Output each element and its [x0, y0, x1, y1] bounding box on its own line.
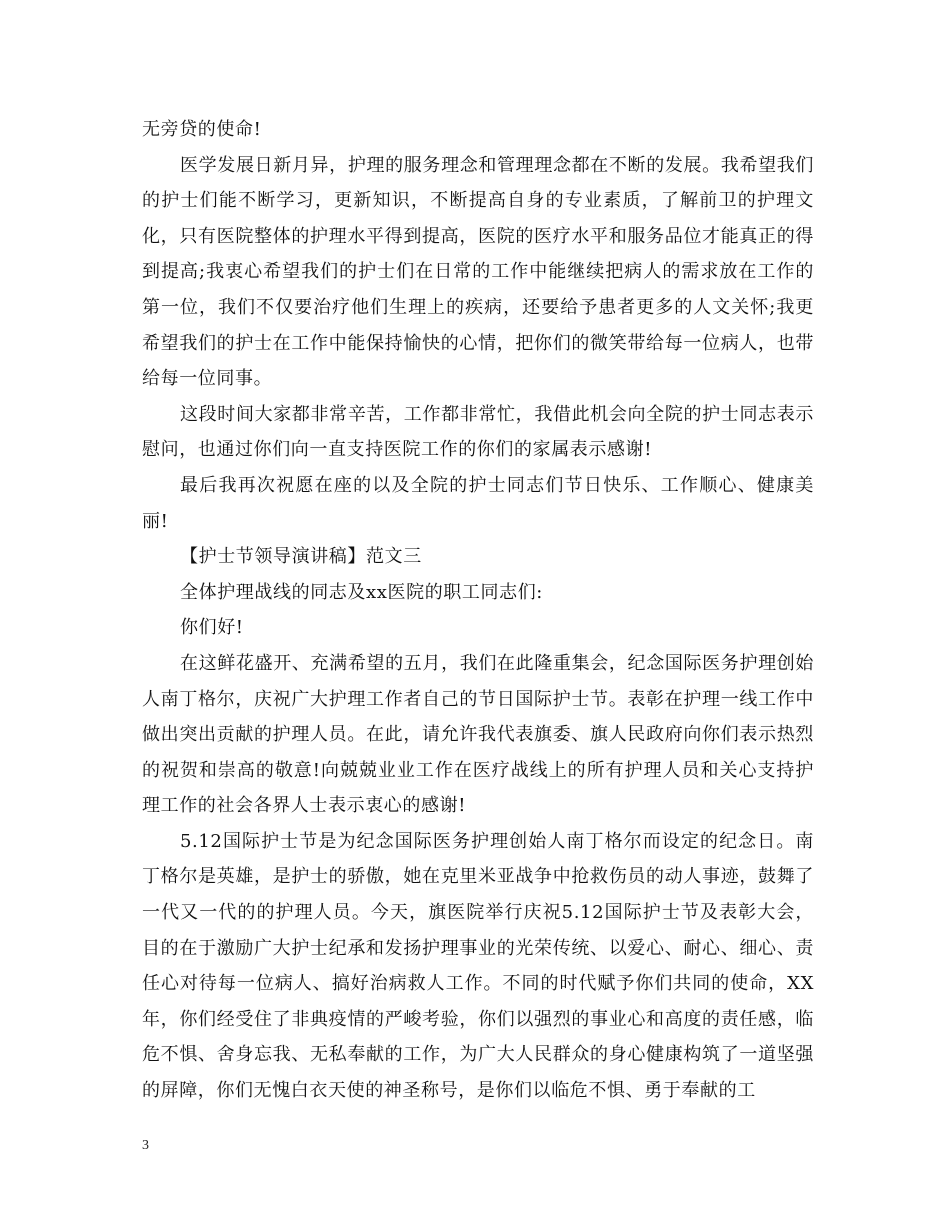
- section-heading: 【护士节领导演讲稿】范文三: [180, 546, 422, 568]
- paragraph: 这段时间大家都非常辛苦，工作都非常忙，我借此机会向全院的护士同志表示慰问，也通过你们向一直支持医院工作的你们的家属表示感谢!: [142, 403, 814, 461]
- page-number: 3: [142, 1138, 149, 1153]
- paragraph: 5.12国际护士节是为纪念国际医务护理创始人南丁格尔而设定的纪念日。南丁格尔是英雄，是护士的骄傲，她在克里米亚战争中抢救伤员的动人事迹，鼓舞了一代又一代的的护理人员。今天，旗医院举行庆祝5.12国际护士节及表彰大会，目的在于激励广大护士纪承和发扬护理事业的光荣传统、以爱心、耐心、细心、责任心对待每一位病人、搞好治病救人工作。不同的时代赋予你们共同的使命，XX年，你们经受住了非典疫情的严峻考验，你们以强烈的事业心和高度的责任感，临危不惧、舍身忘我、无私奉献的工作，为广大人民群众的身心健康构筑了一道坚强的屏障，你们无愧白衣天使的神圣称号，是你们以临危不惧、勇于奉献的工: [142, 830, 814, 1102]
- paragraph: 医学发展日新月异，护理的服务理念和管理理念都在不断的发展。我希望我们的护士们能不断学习，更新知识，不断提高自身的专业素质，了解前卫的护理文化，只有医院整体的护理水平得到提高，医院的医疗水平和服务品位才能真正的得到提高;我衷心希望我们的护士们在日常的工作中能继续把病人的需求放在工作的第一位，我们不仅要治疗他们生理上的疾病，还要给予患者更多的人文关怀;我更希望我们的护士在工作中能保持愉快的心情，把你们的微笑带给每一位病人，也带给每一位同事。: [142, 154, 814, 390]
- paragraph: 无旁贷的使命!: [142, 119, 262, 140]
- paragraph: 最后我再次祝愿在座的以及全院的护士同志们节日快乐、工作顺心、健康美丽!: [142, 474, 814, 532]
- greeting: 你们好!: [180, 617, 244, 639]
- salutation: 全体护理战线的同志及xx医院的职工同志们:: [180, 581, 543, 603]
- document-body: [142, 112, 814, 1109]
- paragraph: 在这鲜花盛开、充满希望的五月，我们在此隆重集会，纪念国际医务护理创始人南丁格尔，庆祝广大护理工作者自己的节日国际护士节。表彰在护理一线工作中做出突出贡献的护理人员。在此，请允许我代表旗委、旗人民政府向你们表示热烈的祝贺和崇高的敬意!向兢兢业业工作在医疗战线上的所有护理人员和关心支持护理工作的社会各界人士表示衷心的感谢!: [142, 652, 814, 817]
